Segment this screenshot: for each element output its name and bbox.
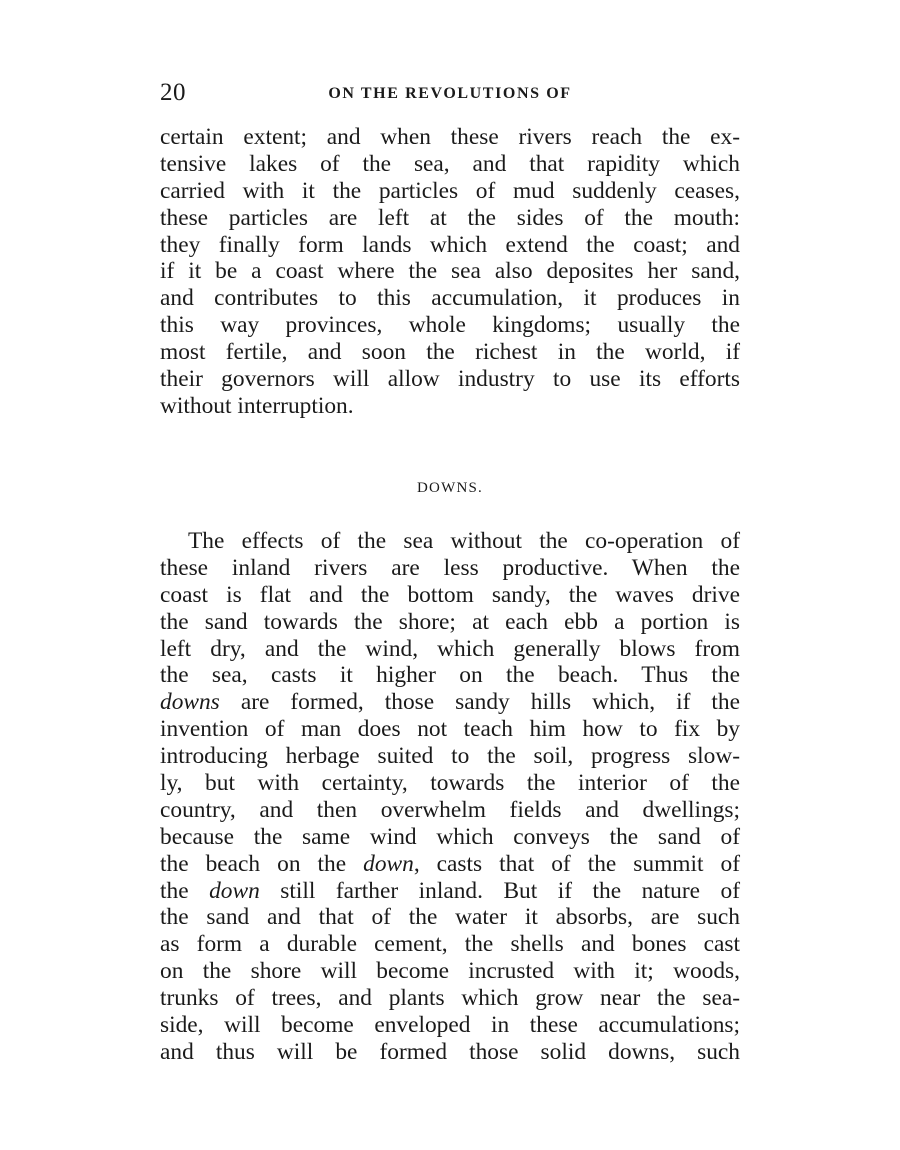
text-line: these inland rivers are less productive. When the	[160, 554, 740, 581]
text-line: because the same wind which conveys the sand of	[160, 823, 740, 850]
text-line: without interruption.	[160, 392, 354, 419]
page-number: 20	[160, 79, 186, 106]
text-line: carried with it the particles of mud suddenly ceases,	[160, 177, 740, 204]
text-line: this way provinces, whole kingdoms; usually the	[160, 312, 740, 339]
text-segment: are formed, those sandy hills which, if the	[219, 689, 740, 716]
text-line: ly, but with certainty, towards the interior of the	[160, 770, 740, 797]
text-line: certain extent; and when these rivers reach the ex-	[160, 124, 740, 150]
text-line: the sand towards the shore; at each ebb a portion is	[160, 608, 740, 635]
text-segment: , casts that of the summit of	[413, 850, 740, 877]
text-line: they finally form lands which extend the coast; and	[160, 231, 740, 258]
text-line: the sand and that of the water it absorbs, are such	[160, 904, 740, 931]
text-line: and contributes to this accumulation, it produces in	[160, 285, 740, 312]
text-line: if it be a coast where the sea also deposites her sand,	[160, 258, 740, 285]
italic-term: down	[209, 877, 260, 904]
italic-term: down	[363, 850, 414, 877]
text-line: coast is flat and the bottom sandy, the waves drive	[160, 581, 740, 608]
text-line: the sea, casts it higher on the beach. Thus the	[160, 662, 740, 689]
running-head	[160, 78, 740, 108]
text-line: most fertile, and soon the richest in the world, if	[160, 339, 740, 366]
italic-term: downs	[160, 689, 220, 716]
text-segment: still farther inland. But if the nature of	[259, 877, 740, 904]
text-line: invention of man does not teach him how to fix by	[160, 716, 740, 743]
text-line: tensive lakes of the sea, and that rapidity which	[160, 150, 740, 177]
text-line: country, and then overwhelm fields and dwellings;	[160, 796, 740, 823]
text-segment: the beach on the	[160, 850, 364, 877]
text-line: left dry, and the wind, which generally blows from	[160, 635, 740, 662]
text-line: these particles are left at the sides of the mouth:	[160, 204, 740, 231]
text-line: and thus will be formed those solid downs, such	[160, 1038, 740, 1065]
text-line: trunks of trees, and plants which grow near the sea-	[160, 985, 740, 1012]
section-heading: DOWNS.	[417, 480, 483, 496]
text-line: as form a durable cement, the shells and bones cast	[160, 931, 740, 958]
text-line: introducing herbage suited to the soil, progress slow-	[160, 743, 740, 770]
text-line: on the shore will become incrusted with it; woods,	[160, 958, 740, 985]
text-segment: the	[160, 877, 210, 904]
paragraph-1	[160, 124, 740, 420]
text-line	[160, 878, 740, 905]
text-line: The effects of the sea without the co-operation of	[188, 528, 740, 554]
paragraph-2	[160, 528, 740, 1066]
text-line: their governors will allow industry to use its efforts	[160, 366, 740, 393]
text-line: side, will become enveloped in these accumulations;	[160, 1012, 740, 1039]
running-title: ON THE REVOLUTIONS OF	[328, 85, 572, 102]
text-line	[160, 689, 740, 716]
text-line	[160, 851, 740, 878]
